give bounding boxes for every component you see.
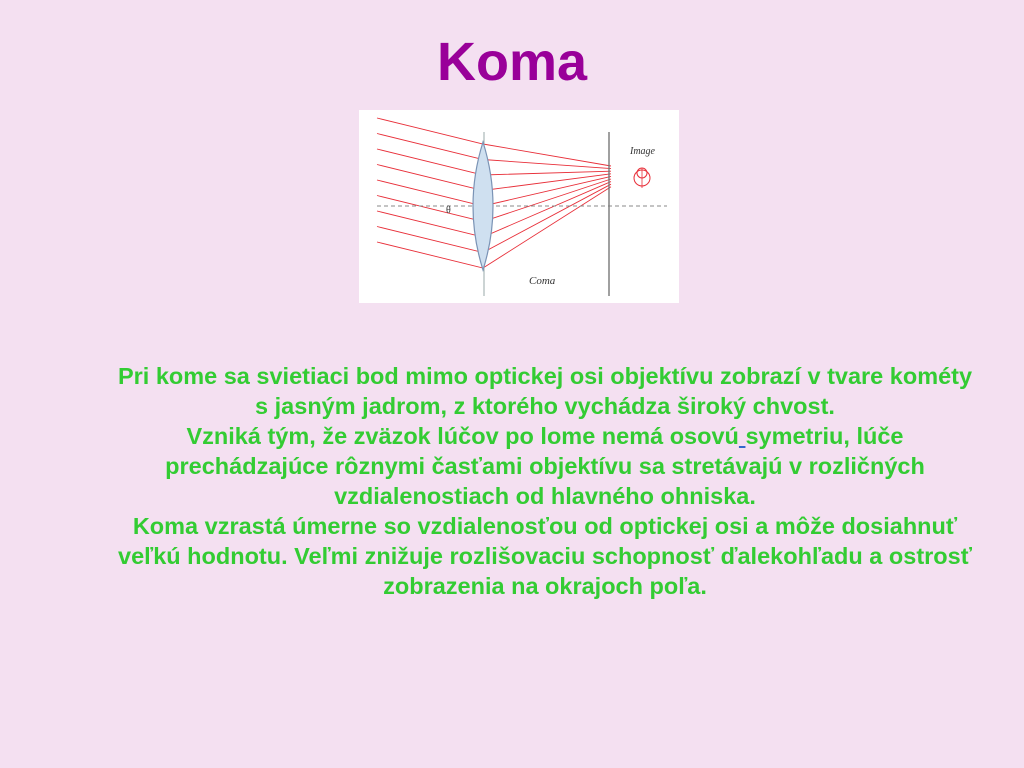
ray — [377, 179, 611, 222]
slide-title: Koma — [436, 32, 588, 92]
coma-diagram — [359, 110, 679, 303]
paragraph-2 — [110, 421, 980, 511]
coma-image-spot — [634, 168, 650, 188]
figure-caption: Coma — [529, 275, 556, 287]
ray — [377, 165, 611, 191]
body-text — [110, 361, 980, 601]
image-label: Image — [630, 146, 655, 157]
angle-label: θ — [446, 205, 451, 216]
paragraph-3: Koma vzrastá úmerne so vzdialenosťou od optickej osi a môže dosiahnuť veľkú hodnotu. Veľmi znižuje rozlišovaciu schopnosť ďalekohľadu a ostrosť zobrazenia na okrajoch poľa. — [118, 513, 972, 599]
paragraph-2-end: symetriu, lúče prechádzajúce rôznymi časťami objektívu sa stretávajú v rozličných vzdialenostiach od hlavného ohniska. — [165, 423, 925, 509]
ray — [377, 176, 611, 206]
paragraph-1: Pri kome sa svietiaci bod mimo optickej osi objektívu zobrazí v tvare kométy s jasným jadrom, z ktorého vychádza široký chvost. — [117, 363, 973, 419]
ray — [377, 134, 611, 169]
ray — [377, 184, 611, 252]
paragraph-2-start: Vzniká tým, že zväzok lúčov po lome nemá osovú — [186, 423, 739, 449]
incident-rays — [377, 118, 611, 268]
ray — [377, 187, 611, 268]
ray — [377, 149, 611, 175]
